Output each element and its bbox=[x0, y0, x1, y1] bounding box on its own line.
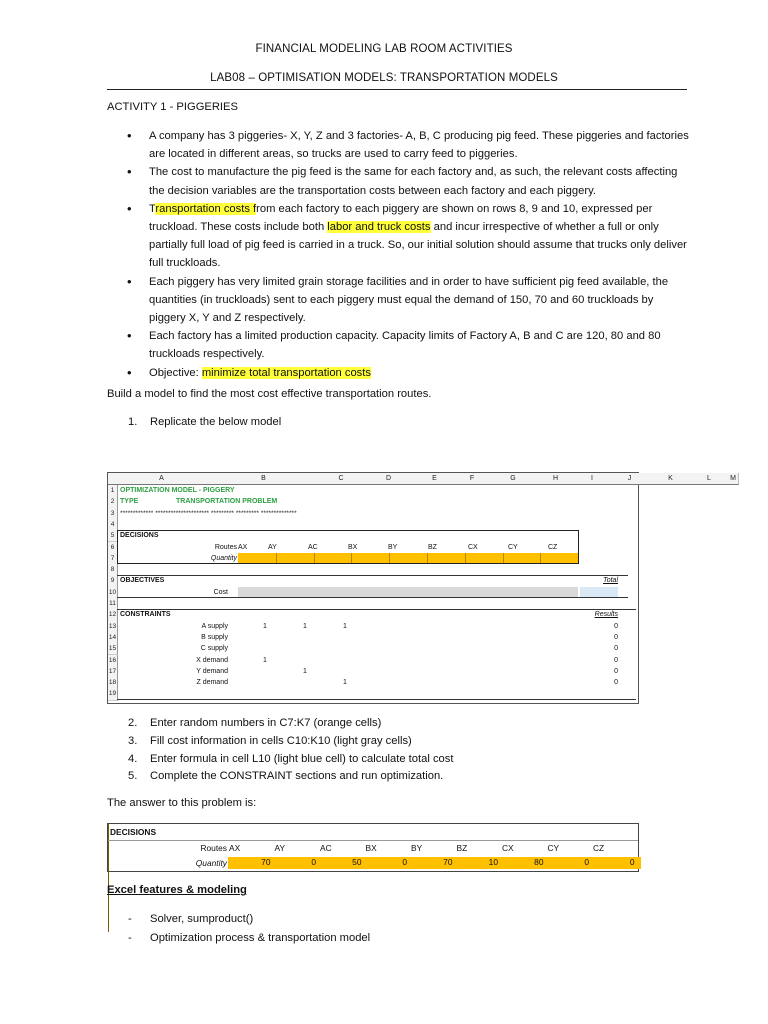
column-header: L bbox=[690, 473, 729, 485]
bullet-list bbox=[107, 127, 692, 382]
row-number: 14 bbox=[108, 632, 118, 644]
objectives-box bbox=[117, 575, 628, 598]
cell-border bbox=[503, 553, 504, 563]
bullet-6 bbox=[107, 364, 692, 382]
route-name: BY bbox=[388, 543, 398, 551]
step-item bbox=[128, 768, 453, 786]
constraint-label: Z demand bbox=[196, 679, 228, 687]
feature-item bbox=[128, 910, 370, 929]
column-header: J bbox=[608, 473, 652, 485]
column-header: F bbox=[453, 473, 492, 485]
sheet-type-value: TRANSPORTATION PROBLEM bbox=[176, 498, 278, 506]
column-header: E bbox=[416, 473, 454, 485]
feature-text: Solver, sumproduct() bbox=[150, 913, 254, 925]
constraint-label: Y demand bbox=[196, 667, 228, 675]
column-header: B bbox=[206, 473, 322, 485]
constraint-label: B supply bbox=[201, 633, 228, 641]
answer-routes-label: Routes bbox=[200, 843, 227, 853]
answer-value: 10 bbox=[488, 857, 498, 867]
results-label: Results bbox=[594, 611, 618, 619]
step-num: 3. bbox=[128, 734, 138, 747]
column-header: A bbox=[117, 473, 207, 485]
column-header: D bbox=[361, 473, 417, 485]
step-1-text: Replicate the below model bbox=[150, 416, 282, 428]
stars-row: ************* ********************* ********* ********* ************** bbox=[120, 509, 297, 517]
step-num: 4. bbox=[128, 752, 138, 765]
constraint-value: 1 bbox=[343, 679, 347, 687]
route-name: AY bbox=[268, 543, 277, 551]
answer-value: 0 bbox=[629, 857, 635, 867]
answer-decisions-label: DECISIONS bbox=[110, 827, 157, 837]
doc-title: FINANCIAL MODELING LAB ROOM ACTIVITIES bbox=[255, 43, 513, 55]
row-number: 16 bbox=[108, 655, 118, 667]
route-name: BZ bbox=[428, 543, 437, 551]
cost-label: Cost bbox=[213, 588, 228, 596]
quantity-cells bbox=[238, 553, 578, 563]
route-name: BX bbox=[348, 543, 358, 551]
row-number: 1 bbox=[108, 485, 118, 497]
route-name: AC bbox=[308, 543, 318, 551]
column-header: G bbox=[491, 473, 536, 485]
step-num: 5. bbox=[128, 770, 138, 783]
row-number: 3 bbox=[108, 508, 118, 520]
answer-route-name: BY bbox=[411, 843, 423, 853]
answer-value: 0 bbox=[311, 857, 316, 867]
constraint-result: 0 bbox=[614, 645, 618, 653]
answer-value: 70 bbox=[261, 857, 271, 867]
cell-border bbox=[276, 553, 277, 563]
answer-cell-border bbox=[108, 896, 109, 908]
cell-border bbox=[465, 553, 466, 563]
constraint-value: 1 bbox=[343, 622, 347, 630]
features-list bbox=[128, 910, 370, 947]
row-number: 13 bbox=[108, 621, 118, 633]
features-heading: Excel features & modeling bbox=[107, 884, 247, 896]
constraint-value: 1 bbox=[263, 656, 267, 664]
constraint-label: A supply bbox=[201, 622, 228, 630]
answer-cell-border bbox=[108, 848, 109, 860]
constraints-label: CONSTRAINTS bbox=[120, 611, 171, 619]
answer-quantity-label: Quantity bbox=[195, 858, 227, 868]
answer-value: 0 bbox=[402, 857, 407, 867]
answer-cell-border bbox=[108, 824, 109, 836]
highlight-objective: minimize total transportation costs bbox=[201, 366, 371, 379]
answer-cell-border bbox=[108, 836, 109, 848]
bullet-3-pre: T bbox=[149, 202, 156, 215]
constraint-result: 0 bbox=[614, 633, 618, 641]
step-text: Enter formula in cell L10 (light blue cell) to calculate total cost bbox=[150, 752, 454, 765]
highlight-transport-costs: ransportation costs f bbox=[155, 202, 257, 215]
doc-subtitle: LAB08 – OPTIMISATION MODELS: TRANSPORTATION MODELS bbox=[210, 72, 558, 84]
answer-route-name: CX bbox=[502, 843, 514, 853]
bullet-4: • Each piggery has very limited grain storage facilities and in order to have sufficient pig feed available, the quantities (in truckloads) sent to each piggery must equal the demand of 150, 70 and 60 truckloads by piggery X, Y and Z respectively. bbox=[107, 273, 692, 328]
answer-intro: The answer to this problem is: bbox=[107, 797, 257, 809]
answer-route-name: AY bbox=[274, 843, 286, 853]
decisions-label: DECISIONS bbox=[120, 532, 159, 540]
bullet-3-post: and incur irrespective of whether a full or only partially full load of pig feed is carried in a truck. So, our initial solution should assume that trucks only deliver full truckloads. bbox=[149, 221, 687, 270]
route-name: CZ bbox=[548, 543, 558, 551]
steps-list bbox=[128, 715, 453, 786]
dash: - bbox=[128, 913, 132, 925]
feature-item bbox=[128, 929, 370, 948]
row-number: 19 bbox=[108, 688, 118, 700]
objectives-label: OBJECTIVES bbox=[120, 577, 165, 585]
row-number: 17 bbox=[108, 666, 118, 678]
row-number: 15 bbox=[108, 643, 118, 655]
row-number: 10 bbox=[108, 587, 118, 599]
cell-border bbox=[427, 553, 428, 563]
constraint-value: 1 bbox=[303, 622, 307, 630]
feature-text: Optimization process & transportation model bbox=[150, 931, 371, 944]
quantity-label: Quantity bbox=[210, 554, 237, 562]
answer-route-name: BZ bbox=[456, 843, 468, 853]
row-number: 9 bbox=[108, 575, 118, 587]
column-header: M bbox=[728, 473, 739, 485]
row-number: 2 bbox=[108, 496, 118, 508]
constraint-label: C supply bbox=[200, 645, 228, 653]
sheet-type: TYPE bbox=[120, 498, 139, 506]
row-number: 4 bbox=[108, 519, 118, 531]
cell-border bbox=[314, 553, 315, 563]
corner bbox=[108, 473, 117, 485]
total-label: Total bbox=[603, 577, 618, 585]
route-name: AX bbox=[238, 543, 248, 551]
bullet-3 bbox=[107, 200, 692, 273]
header-rule bbox=[107, 89, 687, 90]
bullet-5: • Each factory has a limited production capacity. Capacity limits of Factory A, B and C are 120, 80 and 80 truckloads respectively. bbox=[107, 327, 692, 363]
answer-value: 0 bbox=[584, 857, 589, 867]
step-item bbox=[128, 751, 453, 769]
step-item bbox=[128, 715, 453, 733]
step-text: Complete the CONSTRAINT sections and run optimization. bbox=[150, 770, 444, 783]
step-text: Enter random numbers in C7:K7 (orange cells) bbox=[150, 717, 382, 729]
dash: - bbox=[128, 931, 132, 944]
row-number: 5 bbox=[108, 530, 118, 542]
answer-cell-border bbox=[108, 908, 109, 920]
build-text: Build a model to find the most cost effective transportation routes. bbox=[107, 388, 432, 400]
bullet-3-mid: rom each factory to each piggery are shown on rows 8, 9 and 10, expressed per truckload. These costs include both bbox=[149, 202, 653, 234]
bullet-1: • A company has 3 piggeries- X, Y, Z and 3 factories- A, B, C producing pig feed. These piggeries and factories are located in different areas, so trucks are used to carry feed to piggeries. bbox=[107, 127, 692, 163]
step-1-num: 1. bbox=[128, 416, 138, 428]
constraint-value: 1 bbox=[303, 667, 307, 675]
route-name: CY bbox=[508, 543, 518, 551]
answer-route-name: AX bbox=[229, 843, 241, 853]
step-num: 2. bbox=[128, 717, 138, 729]
answer-cell-border bbox=[108, 920, 109, 932]
activity-heading: ACTIVITY 1 - PIGGERIES bbox=[107, 101, 238, 113]
row-number: 6 bbox=[108, 542, 118, 554]
constraint-label: X demand bbox=[196, 656, 228, 664]
routes-label: Routes bbox=[214, 543, 237, 551]
column-header: K bbox=[651, 473, 691, 485]
answer-route-name: CZ bbox=[593, 843, 605, 853]
bullet-6-pre: Objective: bbox=[149, 366, 202, 379]
answer-cell-border bbox=[108, 872, 109, 884]
answer-value: 70 bbox=[443, 857, 453, 867]
spreadsheet-model bbox=[107, 472, 736, 704]
column-header: H bbox=[535, 473, 577, 485]
highlight-labor-costs: labor and truck costs bbox=[327, 221, 431, 234]
cell-border bbox=[389, 553, 390, 563]
constraint-result: 0 bbox=[614, 622, 618, 630]
row-number: 12 bbox=[108, 609, 118, 621]
sheet-title: OPTIMIZATION MODEL - PIGGERY bbox=[120, 487, 235, 494]
row-number: 7 bbox=[108, 553, 118, 565]
constraint-value: 1 bbox=[263, 622, 267, 630]
column-header: I bbox=[576, 473, 609, 485]
row-number: 11 bbox=[108, 598, 118, 610]
step-1 bbox=[128, 416, 281, 428]
row-number: 18 bbox=[108, 677, 118, 689]
cell-border bbox=[540, 553, 541, 563]
answer-route-name: CY bbox=[547, 843, 560, 853]
answer-table bbox=[107, 823, 639, 872]
answer-cell-border bbox=[108, 860, 109, 872]
route-name: CX bbox=[468, 543, 478, 551]
constraint-result: 0 bbox=[614, 656, 618, 664]
constraint-result: 0 bbox=[614, 667, 618, 675]
answer-route-name: AC bbox=[320, 843, 332, 853]
answer-value: 80 bbox=[534, 857, 544, 867]
answer-value: 50 bbox=[352, 857, 362, 867]
answer-route-name: BX bbox=[365, 843, 377, 853]
bullet-2: • The cost to manufacture the pig feed is the same for each factory and, as such, the relevant costs affecting the decision variables are the transportation costs between each factory and each piggery. bbox=[107, 163, 692, 199]
row-number: 8 bbox=[108, 564, 118, 576]
step-item bbox=[128, 733, 453, 751]
constraint-result: 0 bbox=[614, 679, 618, 687]
column-header: C bbox=[321, 473, 362, 485]
step-text: Fill cost information in cells C10:K10 (light gray cells) bbox=[150, 734, 412, 747]
cell-border bbox=[351, 553, 352, 563]
